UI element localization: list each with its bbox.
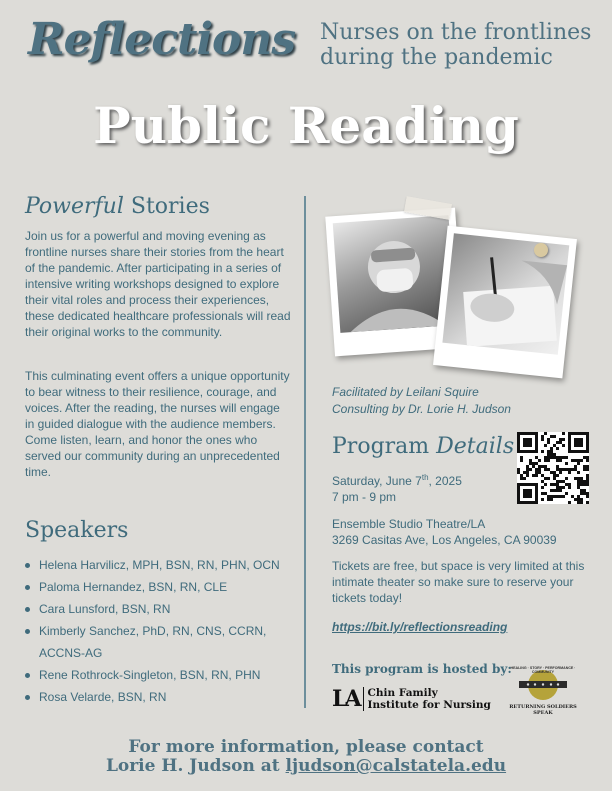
stories-heading-rest: Stories — [123, 194, 210, 219]
qr-code-icon — [517, 432, 589, 504]
subtitle-line-2: during the pandemic — [320, 45, 553, 70]
registration-link[interactable]: https://bit.ly/reflectionsreading — [332, 620, 508, 634]
speaker-item: Paloma Hernandez, BSN, RN, CLE — [25, 576, 295, 598]
speaker-item: Helena Harvilicz, MPH, BSN, RN, PHN, OCN — [25, 554, 295, 576]
chin-family-logo — [332, 686, 491, 712]
brand-title: Reflections — [28, 14, 296, 65]
contact-email-link[interactable]: ljudson@calstatela.edu — [285, 756, 507, 776]
writing-photo — [433, 226, 577, 379]
hosts-label: This program is hosted by: — [332, 662, 512, 676]
speaker-item: Rene Rothrock-Singleton, BSN, RN, PHN — [25, 664, 295, 686]
registration-link-wrap — [332, 618, 507, 636]
event-date: Saturday, June 7th, 2025 — [332, 473, 462, 488]
logo2-top: HEALING · STORY · PERFORMANCE · COMMUNITY — [510, 666, 576, 674]
column-divider — [304, 196, 306, 708]
speaker-item: Cara Lunsford, BSN, RN — [25, 598, 295, 620]
stories-paragraph-2: This culminating event offers a unique opportunity to bear witness to their resilience, courage, and voices. After the reading, the nurses will engage in guided dialogue with the audience members. Come listen, learn, and honor the ones who served our community during an unprecedented time. — [25, 369, 290, 479]
subtitle — [320, 20, 600, 70]
event-location — [332, 516, 602, 548]
venue-address: 3269 Casitas Ave, Los Angeles, CA 90039 — [332, 533, 557, 547]
subtitle-line-1: Nurses on the frontlines — [320, 20, 592, 45]
pin-icon — [534, 243, 548, 257]
program-heading-em: Details — [436, 434, 515, 459]
footer-contact — [0, 738, 612, 776]
facilitated-by: Facilitated by Leilani Squire — [332, 385, 479, 399]
logo2-bottom: RETURNING SOLDIERS SPEAK — [509, 704, 577, 716]
speaker-item: Rosa Velarde, BSN, RN — [25, 686, 295, 708]
venue-name: Ensemble Studio Theatre/LA — [332, 517, 486, 531]
event-time: 7 pm - 9 pm — [332, 490, 397, 504]
consulting-by: Consulting by Dr. Lorie H. Judson — [332, 402, 511, 416]
stories-paragraph-1: Join us for a powerful and moving evening as frontline nurses share their stories from the heart of the pandemic. After participating in a series of intensive writing workshops designed to explore their vital roles and process their experiences, these dedicated healthcare professionals will read their original works to the community. — [25, 229, 291, 339]
stories-heading — [25, 194, 210, 219]
program-heading-rest: Program — [332, 434, 437, 459]
speakers-list — [25, 554, 295, 708]
logo-mark: LA — [332, 686, 359, 712]
event-datetime — [332, 470, 512, 505]
logo-text: Chin Family Institute for Nursing — [363, 687, 491, 711]
tickets-info: Tickets are free, but space is very limited at this intimate theater so make sure to reserve your tickets today! — [332, 559, 585, 605]
footer-line-1: For more information, please contact — [128, 737, 484, 757]
stories-heading-em: Powerful — [25, 194, 124, 219]
speakers-heading: Speakers — [25, 518, 129, 543]
speaker-item: Kimberly Sanchez, PhD, RN, CNS, CCRN, ACCNS-AG — [25, 620, 295, 664]
page-title: Public Reading — [93, 96, 519, 155]
credits — [332, 384, 511, 418]
footer-line-2: Lorie H. Judson at ljudson@calstatela.edu — [105, 756, 507, 776]
qr-code[interactable] — [517, 432, 589, 504]
program-heading — [332, 434, 514, 459]
returning-soldiers-logo — [502, 666, 584, 716]
